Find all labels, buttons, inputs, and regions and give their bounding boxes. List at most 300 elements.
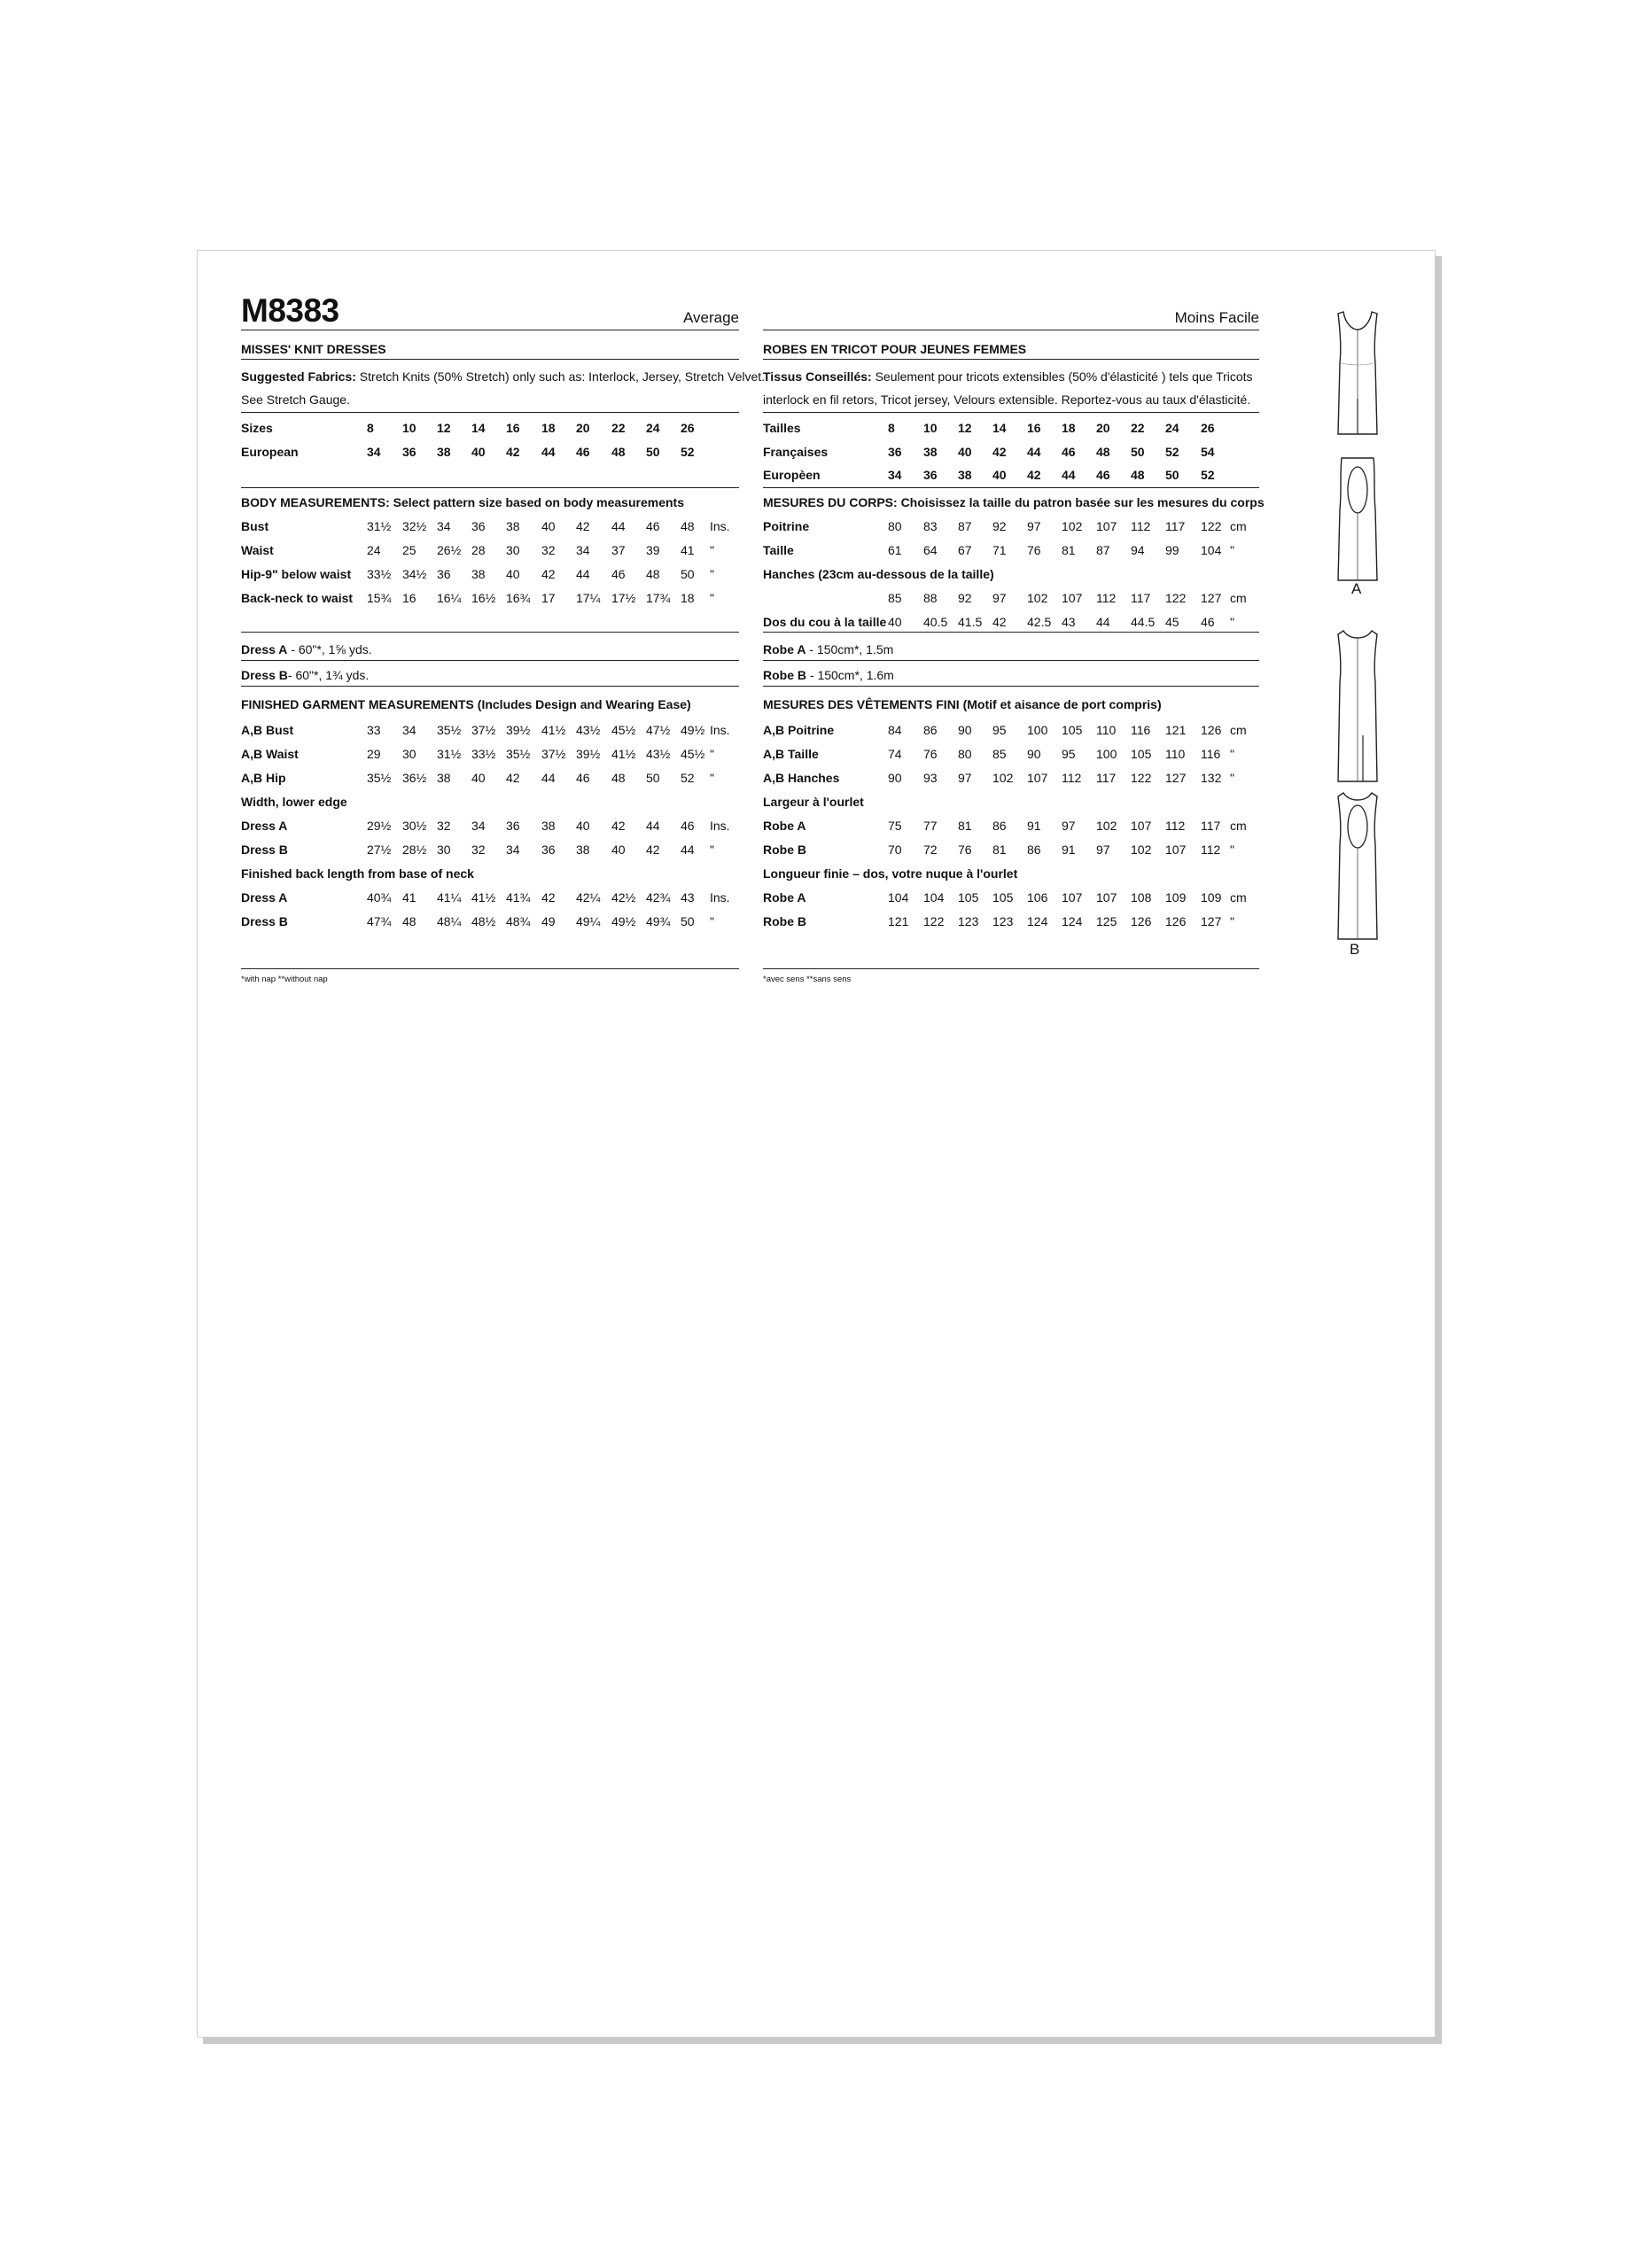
fr-length-row-value: 124 bbox=[1062, 914, 1083, 928]
european-size-value: 48 bbox=[611, 445, 626, 459]
length-row-value: 43 bbox=[681, 890, 695, 905]
taille-row-unit: " bbox=[1230, 543, 1234, 557]
finished-row-value: 50 bbox=[646, 771, 660, 785]
fr-finished-row-value: 76 bbox=[923, 747, 938, 761]
body-row-value: 16¾ bbox=[506, 591, 531, 605]
dress-b-back-sketch bbox=[1336, 791, 1379, 942]
fr-length-row-value: 107 bbox=[1062, 890, 1083, 905]
footnote-en: *with nap **without nap bbox=[241, 975, 328, 984]
width-row-value: 27½ bbox=[367, 843, 392, 857]
fr-width-row-value: 81 bbox=[992, 843, 1007, 857]
rule bbox=[763, 686, 1259, 687]
body-measurements-heading: BODY MEASUREMENTS: Select pattern size based on body measurements bbox=[241, 495, 684, 509]
finished-row-value: 43½ bbox=[646, 747, 671, 761]
length-row-value: 49¼ bbox=[576, 914, 601, 928]
european-size-value: 52 bbox=[681, 445, 695, 459]
taille-value: 20 bbox=[1096, 421, 1110, 435]
body-row-value: 25 bbox=[402, 543, 416, 557]
hanches-row-value: 112 bbox=[1096, 591, 1117, 605]
fr-width-row-value: 91 bbox=[1027, 819, 1041, 833]
size-value: 10 bbox=[402, 421, 416, 435]
fr-finished-row-value: 93 bbox=[923, 771, 938, 785]
fr-width-row-value: 117 bbox=[1201, 819, 1221, 833]
fr-finished-row-value: 86 bbox=[923, 723, 938, 737]
european-size-value: 50 bbox=[646, 445, 660, 459]
body-row-value: 46 bbox=[611, 567, 626, 581]
fr-width-row-value: 107 bbox=[1165, 843, 1187, 857]
fr-length-row-value: 125 bbox=[1096, 914, 1117, 928]
size-value: 26 bbox=[681, 421, 695, 435]
fr-finished-row-value: 74 bbox=[888, 747, 902, 761]
rule bbox=[763, 632, 1259, 633]
hanches-row-value: 117 bbox=[1131, 591, 1151, 605]
body-row-value: 37 bbox=[611, 543, 626, 557]
body-row-value: 26½ bbox=[437, 543, 462, 557]
finished-row-value: 30 bbox=[402, 747, 416, 761]
fr-finished-row-unit: " bbox=[1230, 747, 1234, 761]
width-row-value: 32 bbox=[437, 819, 451, 833]
european-size-value: 40 bbox=[471, 445, 486, 459]
width-row-value: 42 bbox=[611, 819, 626, 833]
europeen-size-value: 40 bbox=[992, 468, 1007, 482]
dos-row-unit: " bbox=[1230, 615, 1234, 629]
poitrine-row-value: 102 bbox=[1062, 519, 1083, 533]
body-row-value: 34 bbox=[437, 519, 451, 533]
fr-finished-row-value: 85 bbox=[992, 747, 1007, 761]
dos-row-value: 42 bbox=[992, 615, 1007, 629]
taille-row-value: 99 bbox=[1165, 543, 1179, 557]
length-row-value: 47¾ bbox=[367, 914, 392, 928]
length-row-value: 42¼ bbox=[576, 890, 601, 905]
width-row-value: 28½ bbox=[402, 843, 427, 857]
european-size-value: 46 bbox=[576, 445, 590, 459]
taille-row-value: 64 bbox=[923, 543, 938, 557]
body-row-unit: " bbox=[710, 543, 714, 557]
length-row-value: 42½ bbox=[611, 890, 636, 905]
fr-width-row-value: 72 bbox=[923, 843, 938, 857]
width-row-value: 36 bbox=[541, 843, 556, 857]
taille-row-label: Taille bbox=[763, 543, 794, 557]
length-row-value: 40¾ bbox=[367, 890, 392, 905]
fr-finished-row-value: 110 bbox=[1096, 723, 1117, 737]
suggested-fabrics-label: Suggested Fabrics: bbox=[241, 369, 356, 384]
rule bbox=[241, 686, 739, 687]
fr-finished-row-value: 105 bbox=[1131, 747, 1152, 761]
hanches-row-unit: cm bbox=[1230, 591, 1247, 605]
fr-finished-row-label: A,B Taille bbox=[763, 747, 819, 761]
width-lower-edge-heading: Width, lower edge bbox=[241, 795, 347, 809]
fr-width-row-unit: cm bbox=[1230, 819, 1247, 833]
view-label-a: A bbox=[1351, 580, 1362, 597]
francaises-size-value: 48 bbox=[1096, 445, 1110, 459]
poitrine-row-value: 117 bbox=[1165, 519, 1186, 533]
fr-finished-row-value: 116 bbox=[1201, 747, 1221, 761]
rule bbox=[763, 487, 1259, 488]
finished-row-value: 41½ bbox=[611, 747, 636, 761]
european-size-value: 44 bbox=[541, 445, 556, 459]
body-row-label: Back-neck to waist bbox=[241, 591, 354, 605]
rule bbox=[763, 660, 1259, 661]
yardage-robe-b-label: Robe B bbox=[763, 668, 806, 682]
body-row-value: 15¾ bbox=[367, 591, 392, 605]
body-row-value: 16 bbox=[402, 591, 416, 605]
fr-width-row-value: 76 bbox=[958, 843, 972, 857]
hanches-row-value: 102 bbox=[1027, 591, 1048, 605]
fr-length-row-value: 105 bbox=[992, 890, 1014, 905]
hanches-row-value: 107 bbox=[1062, 591, 1083, 605]
width-row-value: 44 bbox=[646, 819, 660, 833]
finished-row-value: 47½ bbox=[646, 723, 671, 737]
fr-finished-row-value: 97 bbox=[958, 771, 972, 785]
rule bbox=[241, 359, 739, 360]
size-value: 16 bbox=[506, 421, 520, 435]
length-row-value: 41½ bbox=[471, 890, 496, 905]
finished-row-value: 41½ bbox=[541, 723, 566, 737]
length-row-value: 48½ bbox=[471, 914, 496, 928]
taille-value: 14 bbox=[992, 421, 1007, 435]
fr-finished-row-value: 90 bbox=[958, 723, 972, 737]
yardage-dress-b-label: Dress B bbox=[241, 668, 288, 682]
finished-row-unit: " bbox=[710, 747, 714, 761]
european-size-value: 34 bbox=[367, 445, 381, 459]
size-value: 22 bbox=[611, 421, 626, 435]
fr-finished-row-value: 102 bbox=[992, 771, 1014, 785]
fr-length-row-value: 124 bbox=[1027, 914, 1048, 928]
dos-row-value: 46 bbox=[1201, 615, 1215, 629]
francaises-size-value: 42 bbox=[992, 445, 1007, 459]
body-row-value: 46 bbox=[646, 519, 660, 533]
width-row-value: 40 bbox=[611, 843, 626, 857]
dos-row-value: 40.5 bbox=[923, 615, 948, 629]
body-row-value: 30 bbox=[506, 543, 520, 557]
dos-row-value: 44 bbox=[1096, 615, 1110, 629]
fr-length-row-unit: cm bbox=[1230, 890, 1247, 905]
width-row-value: 34 bbox=[506, 843, 520, 857]
poitrine-row-value: 97 bbox=[1027, 519, 1041, 533]
fr-width-row-value: 91 bbox=[1062, 843, 1076, 857]
fr-finished-row-value: 116 bbox=[1131, 723, 1151, 737]
length-row-value: 49¾ bbox=[646, 914, 671, 928]
body-row-value: 40 bbox=[541, 519, 556, 533]
finished-row-value: 48 bbox=[611, 771, 626, 785]
fr-width-row-value: 75 bbox=[888, 819, 902, 833]
size-value: 18 bbox=[541, 421, 556, 435]
finished-row-value: 52 bbox=[681, 771, 695, 785]
sizes-label: Sizes bbox=[241, 421, 273, 435]
fr-finished-row-value: 107 bbox=[1027, 771, 1048, 785]
fr-finished-row-value: 80 bbox=[958, 747, 972, 761]
body-row-value: 34½ bbox=[402, 567, 427, 581]
hanches-row-value: 85 bbox=[888, 591, 902, 605]
poitrine-row-value: 80 bbox=[888, 519, 902, 533]
finished-row-unit: " bbox=[710, 771, 714, 785]
hanches-row-value: 88 bbox=[923, 591, 938, 605]
fr-length-row-value: 107 bbox=[1096, 890, 1117, 905]
fr-width-row-unit: " bbox=[1230, 843, 1234, 857]
dos-row-value: 41.5 bbox=[958, 615, 983, 629]
fr-finished-row-value: 84 bbox=[888, 723, 902, 737]
fr-finished-row-value: 100 bbox=[1096, 747, 1117, 761]
body-row-unit: " bbox=[710, 591, 714, 605]
width-row-value: 44 bbox=[681, 843, 695, 857]
yardage-robe-b-text: - 150cm*, 1.6m bbox=[806, 668, 894, 682]
finished-row-value: 34 bbox=[402, 723, 416, 737]
yardage-dress-a-text: - 60"*, 1⅝ yds. bbox=[287, 642, 372, 656]
fr-length-row-value: 122 bbox=[923, 914, 945, 928]
poitrine-row-value: 122 bbox=[1201, 519, 1222, 533]
taille-value: 18 bbox=[1062, 421, 1076, 435]
body-row-label: Hip-9" below waist bbox=[241, 567, 352, 581]
body-row-value: 48 bbox=[646, 567, 660, 581]
width-row-value: 42 bbox=[646, 843, 660, 857]
fr-finished-row-value: 105 bbox=[1062, 723, 1083, 737]
back-length-heading: Finished back length from base of neck bbox=[241, 866, 474, 881]
finished-row-value: 46 bbox=[576, 771, 590, 785]
width-row-value: 30 bbox=[437, 843, 451, 857]
hanches-label: Hanches (23cm au-dessous de la taille) bbox=[763, 567, 994, 581]
fr-length-row-value: 108 bbox=[1131, 890, 1152, 905]
body-row-value: 24 bbox=[367, 543, 381, 557]
mesures-du-corps-heading: MESURES DU CORPS: Choisissez la taille du patron basée sur les mesures du corps bbox=[763, 495, 1265, 509]
europeen-size-value: 42 bbox=[1027, 468, 1041, 482]
taille-value: 22 bbox=[1131, 421, 1145, 435]
body-row-unit: Ins. bbox=[710, 519, 730, 533]
length-row-value: 42¾ bbox=[646, 890, 671, 905]
yardage-dress-b-text: - 60"*, 1¾ yds. bbox=[287, 668, 370, 682]
finished-row-value: 31½ bbox=[437, 747, 462, 761]
length-row-value: 42 bbox=[541, 890, 556, 905]
body-row-value: 17¾ bbox=[646, 591, 671, 605]
finished-row-value: 35½ bbox=[437, 723, 462, 737]
finished-row-value: 35½ bbox=[506, 747, 531, 761]
fr-length-row-value: 106 bbox=[1027, 890, 1048, 905]
tailles-label: Tailles bbox=[763, 421, 801, 435]
fr-width-row-value: 70 bbox=[888, 843, 902, 857]
taille-row-value: 76 bbox=[1027, 543, 1041, 557]
fr-finished-row-unit: cm bbox=[1230, 723, 1247, 737]
finished-row-value: 33½ bbox=[471, 747, 496, 761]
taille-row-value: 67 bbox=[958, 543, 972, 557]
dos-row-value: 42.5 bbox=[1027, 615, 1052, 629]
hanches-row-value: 122 bbox=[1165, 591, 1187, 605]
finished-row-value: 43½ bbox=[576, 723, 601, 737]
width-row-value: 46 bbox=[681, 819, 695, 833]
dos-row-value: 45 bbox=[1165, 615, 1179, 629]
finished-row-value: 45½ bbox=[681, 747, 705, 761]
yardage-dress-a bbox=[241, 641, 372, 657]
body-row-value: 34 bbox=[576, 543, 590, 557]
fr-finished-row-value: 95 bbox=[992, 723, 1007, 737]
tissus-conseilles-line2: interlock en fil retors, Tricot jersey, Velours extensible. Reportez-vous au taux d'élasticité. bbox=[763, 392, 1251, 407]
length-row-value: 48¼ bbox=[437, 914, 462, 928]
rule bbox=[241, 487, 739, 488]
finished-row-value: 39½ bbox=[576, 747, 601, 761]
body-row-label: Bust bbox=[241, 519, 269, 533]
fr-finished-row-unit: " bbox=[1230, 771, 1234, 785]
francaises-size-value: 50 bbox=[1131, 445, 1145, 459]
fr-width-row-value: 97 bbox=[1062, 819, 1076, 833]
length-row-value: 49 bbox=[541, 914, 556, 928]
rule bbox=[241, 660, 739, 661]
width-row-unit: Ins. bbox=[710, 819, 730, 833]
finished-row-label: A,B Waist bbox=[241, 747, 299, 761]
body-row-value: 36 bbox=[471, 519, 486, 533]
width-row-value: 36 bbox=[506, 819, 520, 833]
fr-length-row-value: 127 bbox=[1201, 914, 1222, 928]
body-row-value: 18 bbox=[681, 591, 695, 605]
length-row-value: 48¾ bbox=[506, 914, 531, 928]
fr-length-row-value: 121 bbox=[888, 914, 909, 928]
body-row-value: 41 bbox=[681, 543, 695, 557]
francaises-size-value: 52 bbox=[1165, 445, 1179, 459]
body-row-value: 42 bbox=[541, 567, 556, 581]
difficulty-fr: Moins Facile bbox=[1174, 309, 1259, 326]
francaises-size-value: 36 bbox=[888, 445, 902, 459]
width-row-value: 34 bbox=[471, 819, 486, 833]
hanches-row-value: 127 bbox=[1201, 591, 1222, 605]
yardage-robe-a-text: - 150cm*, 1.5m bbox=[806, 642, 894, 656]
european-size-value: 36 bbox=[402, 445, 416, 459]
length-row-value: 41 bbox=[402, 890, 416, 905]
body-row-value: 16½ bbox=[471, 591, 496, 605]
fr-width-row-value: 107 bbox=[1131, 819, 1152, 833]
size-value: 14 bbox=[471, 421, 486, 435]
francaises-label: Françaises bbox=[763, 445, 829, 459]
fr-finished-row-label: A,B Poitrine bbox=[763, 723, 835, 737]
europeen-size-value: 34 bbox=[888, 468, 902, 482]
length-row-value: 48 bbox=[402, 914, 416, 928]
yardage-robe-a bbox=[763, 641, 893, 657]
rule bbox=[763, 359, 1259, 360]
body-row-value: 32½ bbox=[402, 519, 427, 533]
francaises-size-value: 38 bbox=[923, 445, 938, 459]
rule bbox=[763, 412, 1259, 413]
francaises-size-value: 54 bbox=[1201, 445, 1215, 459]
poitrine-row-value: 107 bbox=[1096, 519, 1117, 533]
dos-row-value: 40 bbox=[888, 615, 902, 629]
width-row-value: 38 bbox=[541, 819, 556, 833]
europeen-size-value: 46 bbox=[1096, 468, 1110, 482]
fr-width-row-value: 112 bbox=[1165, 819, 1186, 833]
fr-width-row-value: 112 bbox=[1201, 843, 1221, 857]
body-row-value: 16¼ bbox=[437, 591, 462, 605]
fr-finished-row-value: 132 bbox=[1201, 771, 1222, 785]
body-row-label: Waist bbox=[241, 543, 274, 557]
finished-row-value: 49½ bbox=[681, 723, 705, 737]
yardage-robe-a-label: Robe A bbox=[763, 642, 806, 656]
hanches-row-value: 92 bbox=[958, 591, 972, 605]
fr-length-row-label: Robe B bbox=[763, 914, 806, 928]
fr-width-row-value: 102 bbox=[1096, 819, 1117, 833]
fr-finished-row-value: 117 bbox=[1096, 771, 1117, 785]
finished-row-value: 33 bbox=[367, 723, 381, 737]
finished-row-value: 39½ bbox=[506, 723, 531, 737]
finished-row-value: 36½ bbox=[402, 771, 427, 785]
width-row-value: 30½ bbox=[402, 819, 427, 833]
fr-length-row-unit: " bbox=[1230, 914, 1234, 928]
fr-finished-row-value: 126 bbox=[1201, 723, 1222, 737]
mesures-vetements-heading: MESURES DES VÊTEMENTS FINI (Motif et aisance de port compris) bbox=[763, 697, 1162, 711]
fr-length-row-value: 109 bbox=[1165, 890, 1187, 905]
dos-row-value: 43 bbox=[1062, 615, 1076, 629]
body-row-value: 17 bbox=[541, 591, 556, 605]
fr-finished-row-value: 95 bbox=[1062, 747, 1076, 761]
suggested-fabrics bbox=[241, 369, 765, 384]
fr-width-row-label: Robe B bbox=[763, 843, 806, 857]
europeen-size-value: 44 bbox=[1062, 468, 1076, 482]
finished-row-value: 38 bbox=[437, 771, 451, 785]
body-row-value: 17½ bbox=[611, 591, 636, 605]
body-row-value: 38 bbox=[506, 519, 520, 533]
body-row-value: 42 bbox=[576, 519, 590, 533]
longueur-finie-heading: Longueur finie – dos, votre nuque à l'ourlet bbox=[763, 866, 1018, 881]
yardage-dress-a-label: Dress A bbox=[241, 642, 288, 656]
length-row-value: 41¼ bbox=[437, 890, 462, 905]
taille-row-value: 104 bbox=[1201, 543, 1222, 557]
body-row-value: 28 bbox=[471, 543, 486, 557]
rule bbox=[241, 968, 739, 969]
dress-a-back-sketch bbox=[1336, 456, 1379, 585]
dress-b-front-sketch bbox=[1336, 629, 1379, 784]
finished-row-label: A,B Bust bbox=[241, 723, 294, 737]
european-size-value: 42 bbox=[506, 445, 520, 459]
finished-row-value: 42 bbox=[506, 771, 520, 785]
taille-row-value: 94 bbox=[1131, 543, 1145, 557]
taille-value: 26 bbox=[1201, 421, 1215, 435]
tissus-conseilles-label: Tissus Conseillés: bbox=[763, 369, 872, 384]
fr-width-row-value: 97 bbox=[1096, 843, 1110, 857]
body-row-unit: " bbox=[710, 567, 714, 581]
section-title-en: MISSES' KNIT DRESSES bbox=[241, 342, 386, 356]
length-row-label: Dress A bbox=[241, 890, 288, 905]
width-row-label: Dress B bbox=[241, 843, 288, 857]
fr-width-row-value: 102 bbox=[1131, 843, 1152, 857]
europeen-size-value: 48 bbox=[1131, 468, 1145, 482]
fr-width-row-label: Robe A bbox=[763, 819, 806, 833]
fr-width-row-value: 77 bbox=[923, 819, 938, 833]
fr-finished-row-value: 122 bbox=[1131, 771, 1152, 785]
finished-garment-heading: FINISHED GARMENT MEASUREMENTS (Includes Design and Wearing Ease) bbox=[241, 697, 691, 711]
yardage-robe-b bbox=[763, 667, 894, 683]
poitrine-row-value: 112 bbox=[1131, 519, 1151, 533]
tissus-conseilles bbox=[763, 369, 1253, 384]
finished-row-label: A,B Hip bbox=[241, 771, 286, 785]
fr-width-row-value: 86 bbox=[1027, 843, 1041, 857]
width-row-value: 32 bbox=[471, 843, 486, 857]
rule bbox=[241, 412, 739, 413]
length-row-value: 41¾ bbox=[506, 890, 531, 905]
fr-finished-row-value: 127 bbox=[1165, 771, 1187, 785]
finished-row-value: 35½ bbox=[367, 771, 392, 785]
poitrine-row-value: 92 bbox=[992, 519, 1007, 533]
taille-row-value: 81 bbox=[1062, 543, 1076, 557]
body-row-value: 38 bbox=[471, 567, 486, 581]
width-row-value: 29½ bbox=[367, 819, 392, 833]
difficulty-en: Average bbox=[682, 309, 739, 326]
body-row-value: 32 bbox=[541, 543, 556, 557]
section-title-fr: ROBES EN TRICOT POUR JEUNES FEMMES bbox=[763, 342, 1027, 356]
size-value: 8 bbox=[367, 421, 374, 435]
size-value: 12 bbox=[437, 421, 451, 435]
europeen-label: Europèen bbox=[763, 468, 821, 482]
fr-finished-row-label: A,B Hanches bbox=[763, 771, 840, 785]
width-row-value: 40 bbox=[576, 819, 590, 833]
body-row-value: 36 bbox=[437, 567, 451, 581]
body-row-value: 40 bbox=[506, 567, 520, 581]
fr-length-row-value: 105 bbox=[958, 890, 979, 905]
finished-row-value: 37½ bbox=[471, 723, 496, 737]
taille-value: 12 bbox=[958, 421, 972, 435]
